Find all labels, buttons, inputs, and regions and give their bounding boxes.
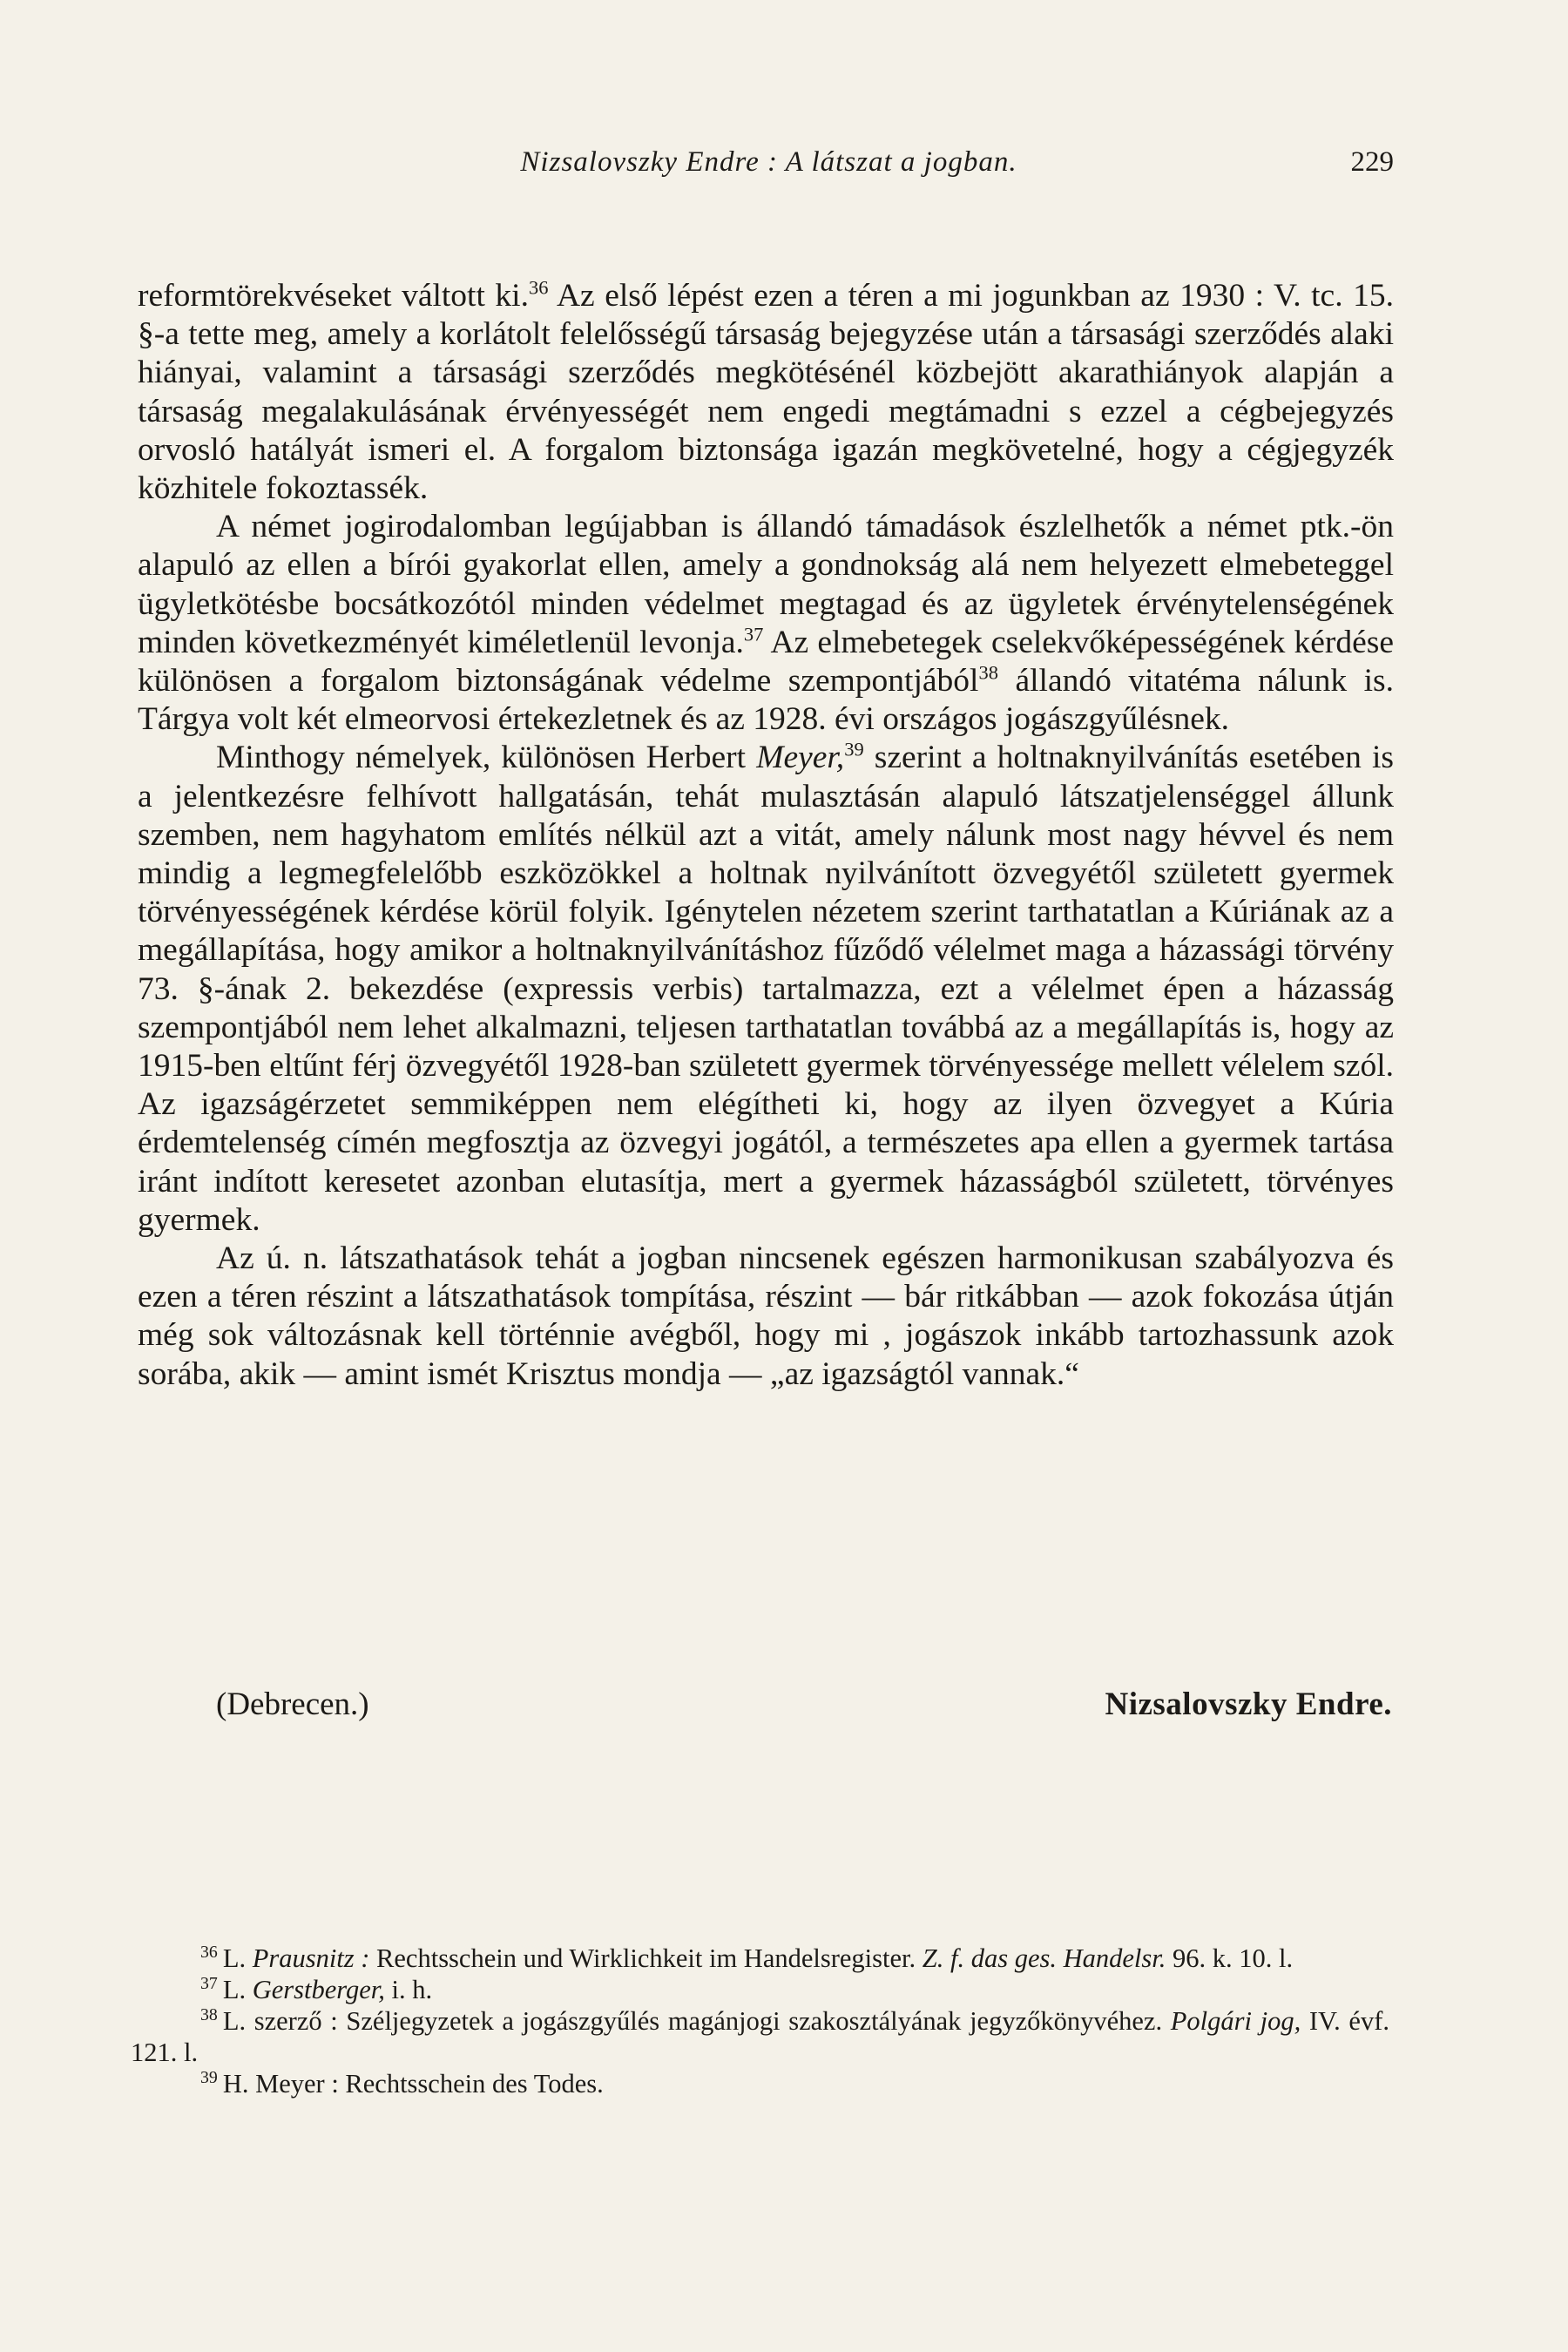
footnote-number: 37	[200, 1973, 218, 1993]
footnote-number: 38	[200, 2004, 218, 2024]
footnote-author: Gerstberger,	[252, 1975, 385, 2004]
paragraph-2	[138, 508, 1394, 739]
header-title: Nizsalovszky Endre : A látszat a jogban.	[520, 146, 1017, 178]
page-number: 229	[1350, 146, 1394, 178]
footnote-36	[131, 1943, 1389, 1974]
footnote-ref-39: 39	[844, 738, 864, 760]
paragraph-3	[138, 739, 1394, 1240]
footnote-ref-38: 38	[978, 661, 998, 684]
footnote-text: L. szerző : Széljegyzetek a jogászgyűlés magánjogi szakosztályának jegyzőkönyvéhez.	[222, 2006, 1171, 2036]
footnote-text: L.	[222, 1943, 253, 1973]
paragraph-1-text-b: Az első lépést ezen a téren a mi jogunkban az 1930 : V. tc. 15. §-a tette meg, amely a korlátolt felelősségű társaság bejegyzése után a társasági szerződés alaki hiányai, valamint a társasági szerződés megkötésénél közbejött akarathiányok alapján a társaság megalakulásának érvényességét nem engedi megtámadni s ezzel a cégbejegyzés orvosló hatályát ismeri el. A forgalom biztonsága igazán megkövetelné, hogy a cégjegyzék közhitele fokoztassék.	[138, 278, 1394, 507]
footnote-text: IV. évf. 121. l.	[131, 2006, 1389, 2067]
footnote-38	[131, 2005, 1389, 2068]
signature-author: Nizsalovszky Endre.	[1105, 1686, 1392, 1722]
footnote-ref-37: 37	[743, 623, 764, 645]
footnote-37	[131, 1974, 1389, 2005]
footnote-text: L.	[222, 1975, 253, 2004]
footnotes	[131, 1943, 1389, 2099]
paragraph-2-text-a: A német jogirodalomban legújabban is állandó támadások észlelhetők a német ptk.-ön alapuló az ellen a bírói gyakorlat ellen, amely a gondnokság alá nem helyezett elmebeteggel ügyletkötésbe bocsátkozótól minden védelmet megtagad és az ügyletek érvénytelenségének minden következményét kiméletlenül levonja.	[138, 509, 1394, 660]
footnote-text: Rechtsschein und Wirklichkeit im Handelsregister.	[369, 1943, 923, 1973]
paragraph-1-text-a: reformtörekvéseket váltott ki.	[138, 278, 529, 314]
paragraph-1	[138, 277, 1394, 508]
cited-author-name: Meyer,	[756, 740, 845, 776]
footnote-title: Polgári jog,	[1170, 2006, 1301, 2036]
footnote-text: H. Meyer : Rechtsschein des Todes.	[222, 2069, 604, 2099]
paragraph-3-text-a: Minthogy némelyek, különösen Herbert	[216, 740, 757, 776]
paragraph-3-text-b: szerint a holtnaknyilvánítás esetében is a jelentkezésre felhívott hallgatásán, tehát mulasztásán alapuló látszatjelenséggel állunk szemben, nem hagyhatom említés nélkül azt a vitát, amely nálunk most nagy hévvel és nem mindig a legmegfelelőbb eszközökkel a holtnak nyilvánított özvegyétől született gyermek törvényességének kérdése körül folyik. Igénytelen nézetem szerint tarthatatlan a Kúriának az a megállapítása, hogy amikor a holtnaknyilvánításhoz fűződő vélelmet maga a házassági törvény 73. §-ának 2. bekezdése (expressis verbis) tartalmazza, ezt a vélelmet épen a házasság szempontjából nem lehet alkalmazni, teljesen tarthatatlan továbbá az a megállapítás is, hogy az 1915-ben eltűnt férj özvegyétől 1928-ban született gyermek törvényessége mellett vélelem szól. Az igazságérzetet semmiképpen nem elégítheti ki, hogy az ilyen özvegyet a Kúria érdemtelenség címén megfosztja az özvegyi jogától, a természetes apa ellen a gyermek tartása iránt indított keresetet azonban elutasítja, mert a gyermek házasságból született, törvényes gyermek.	[138, 740, 1394, 1238]
footnote-text: 96. k. 10. l.	[1166, 1943, 1294, 1973]
footnote-number: 36	[200, 1942, 218, 1962]
running-header	[144, 146, 1394, 190]
footnote-number: 39	[200, 2067, 218, 2087]
footnote-author: Prausnitz :	[252, 1943, 370, 1973]
paragraph-4: Az ú. n. látszathatások tehát a jogban nincsenek egészen harmonikusan szabályozva és ezen a téren részint a látszathatások tompítása, részint — bár ritkábban — azok fokozása útján még sok változásnak kell történnie avégből, hogy mi , jogászok inkább tartozhassunk azok sorába, akik — amint ismét Krisztus mondja — „az igazságtól vannak.“	[138, 1240, 1394, 1392]
body-text	[138, 277, 1394, 1394]
paragraph-2-text-c: állandó vitatéma nálunk is. Tárgya volt két elmeorvosi értekezletnek és az 1928. évi országos jogászgyűlésnek.	[138, 663, 1394, 738]
footnote-39	[131, 2068, 1389, 2099]
signature-place: (Debrecen.)	[216, 1686, 369, 1722]
footnote-journal: Z. f. das ges. Handelsr.	[922, 1943, 1166, 1973]
signature-row	[216, 1686, 1392, 1729]
paragraph-2-text-b: Az elmebetegek cselekvőképességének kérdése különösen a forgalom biztonságának védelme szempontjából	[138, 624, 1394, 700]
footnote-text: i. h.	[384, 1975, 433, 2004]
footnote-ref-36: 36	[528, 276, 549, 299]
